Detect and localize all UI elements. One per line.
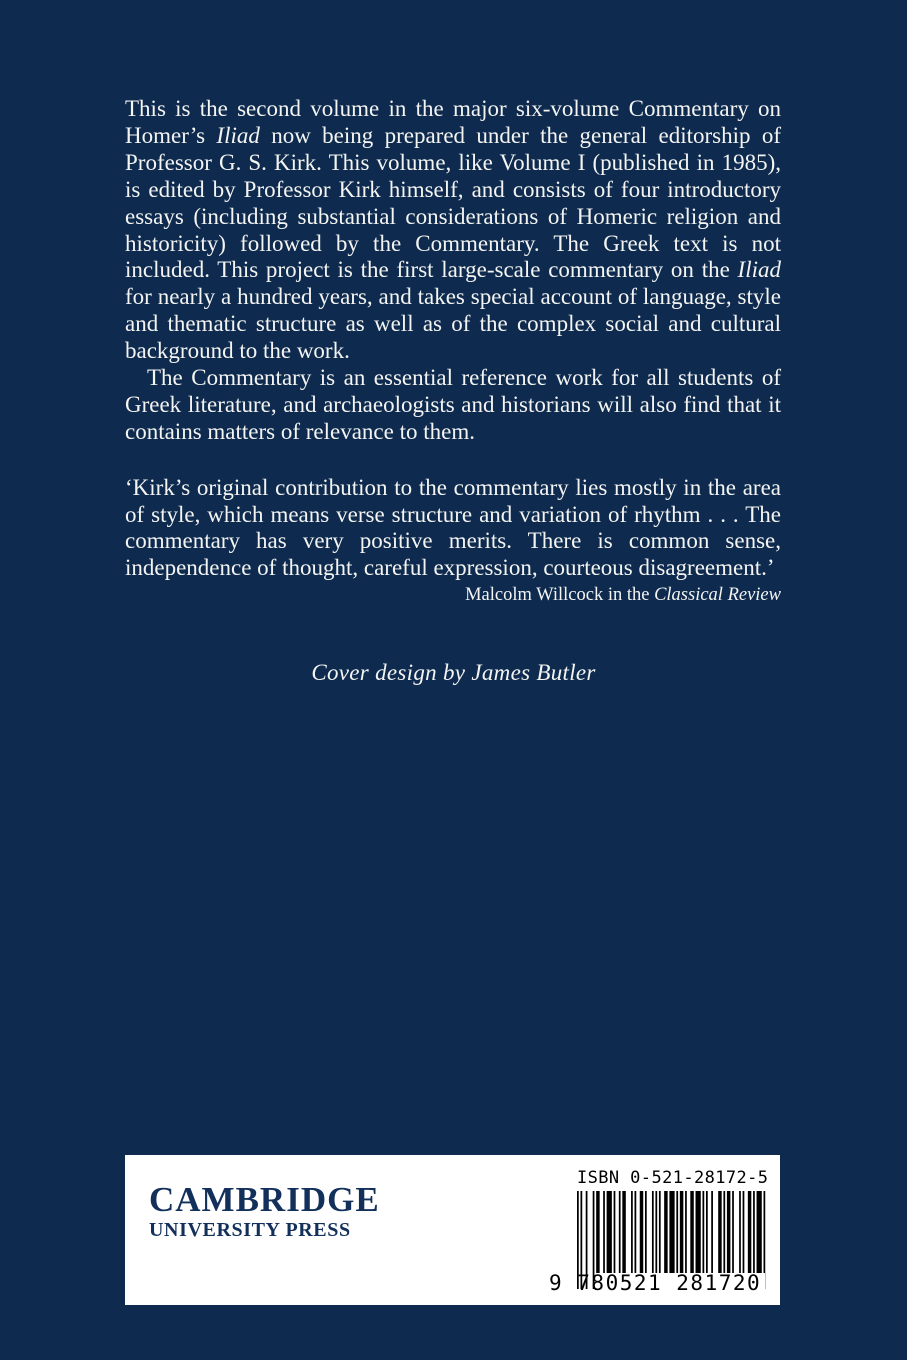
publisher-subname: UNIVERSITY PRESS: [149, 1219, 351, 1241]
blurb-paragraph-2: The Commentary is an essential reference work for all students of Greek literature, and archaeologists and historians will also find that it contains matters of relevance to them.: [125, 365, 781, 444]
quote-attribution: [465, 582, 781, 609]
blurb-text: for nearly a hundred years, and takes special account of language, style and thematic structure as well as of the complex social and cultural background to the work.: [125, 284, 781, 364]
quote-text: ‘Kirk’s original contribution to the commentary lies mostly in the area of style, which means verse structure and variation of rhythm . . . The commentary has very positive merits. There is common sense, independence of thought, careful expression, courteous disagreement.’: [125, 475, 781, 580]
blurb-paragraph-1: [125, 96, 781, 365]
attribution-text: Malcolm Willcock in the: [465, 585, 655, 606]
blurb-italic-title: Iliad: [216, 122, 260, 148]
description-blurb: [125, 96, 781, 446]
publisher-panel: [125, 1155, 780, 1305]
attribution-source: Classical Review: [654, 585, 781, 606]
barcode-digits: 9 780521 281720: [549, 1271, 762, 1295]
cover-credit: Cover design by James Butler: [311, 660, 596, 685]
publisher-name: CAMBRIDGE: [149, 1180, 380, 1219]
blurb-text: now being prepared under the general editorship of Professor G. S. Kirk. This volume, like Volume I (published in 1985), is edited by Professor Kirk himself, and consists of four introductory essays (including substantial considerations of Homeric religion and historicity) followed by the Commentary. The Greek text is not included. This project is the first large-scale commentary on the: [125, 122, 781, 283]
review-quote: [125, 475, 781, 609]
blurb-italic-title: Iliad: [737, 257, 781, 283]
blurb-text: This is the second volume in the major six-volume Commentary on Homer’s: [125, 96, 781, 148]
publisher-logo: [149, 1181, 380, 1241]
isbn-label: ISBN 0-521-28172-5: [577, 1168, 769, 1188]
